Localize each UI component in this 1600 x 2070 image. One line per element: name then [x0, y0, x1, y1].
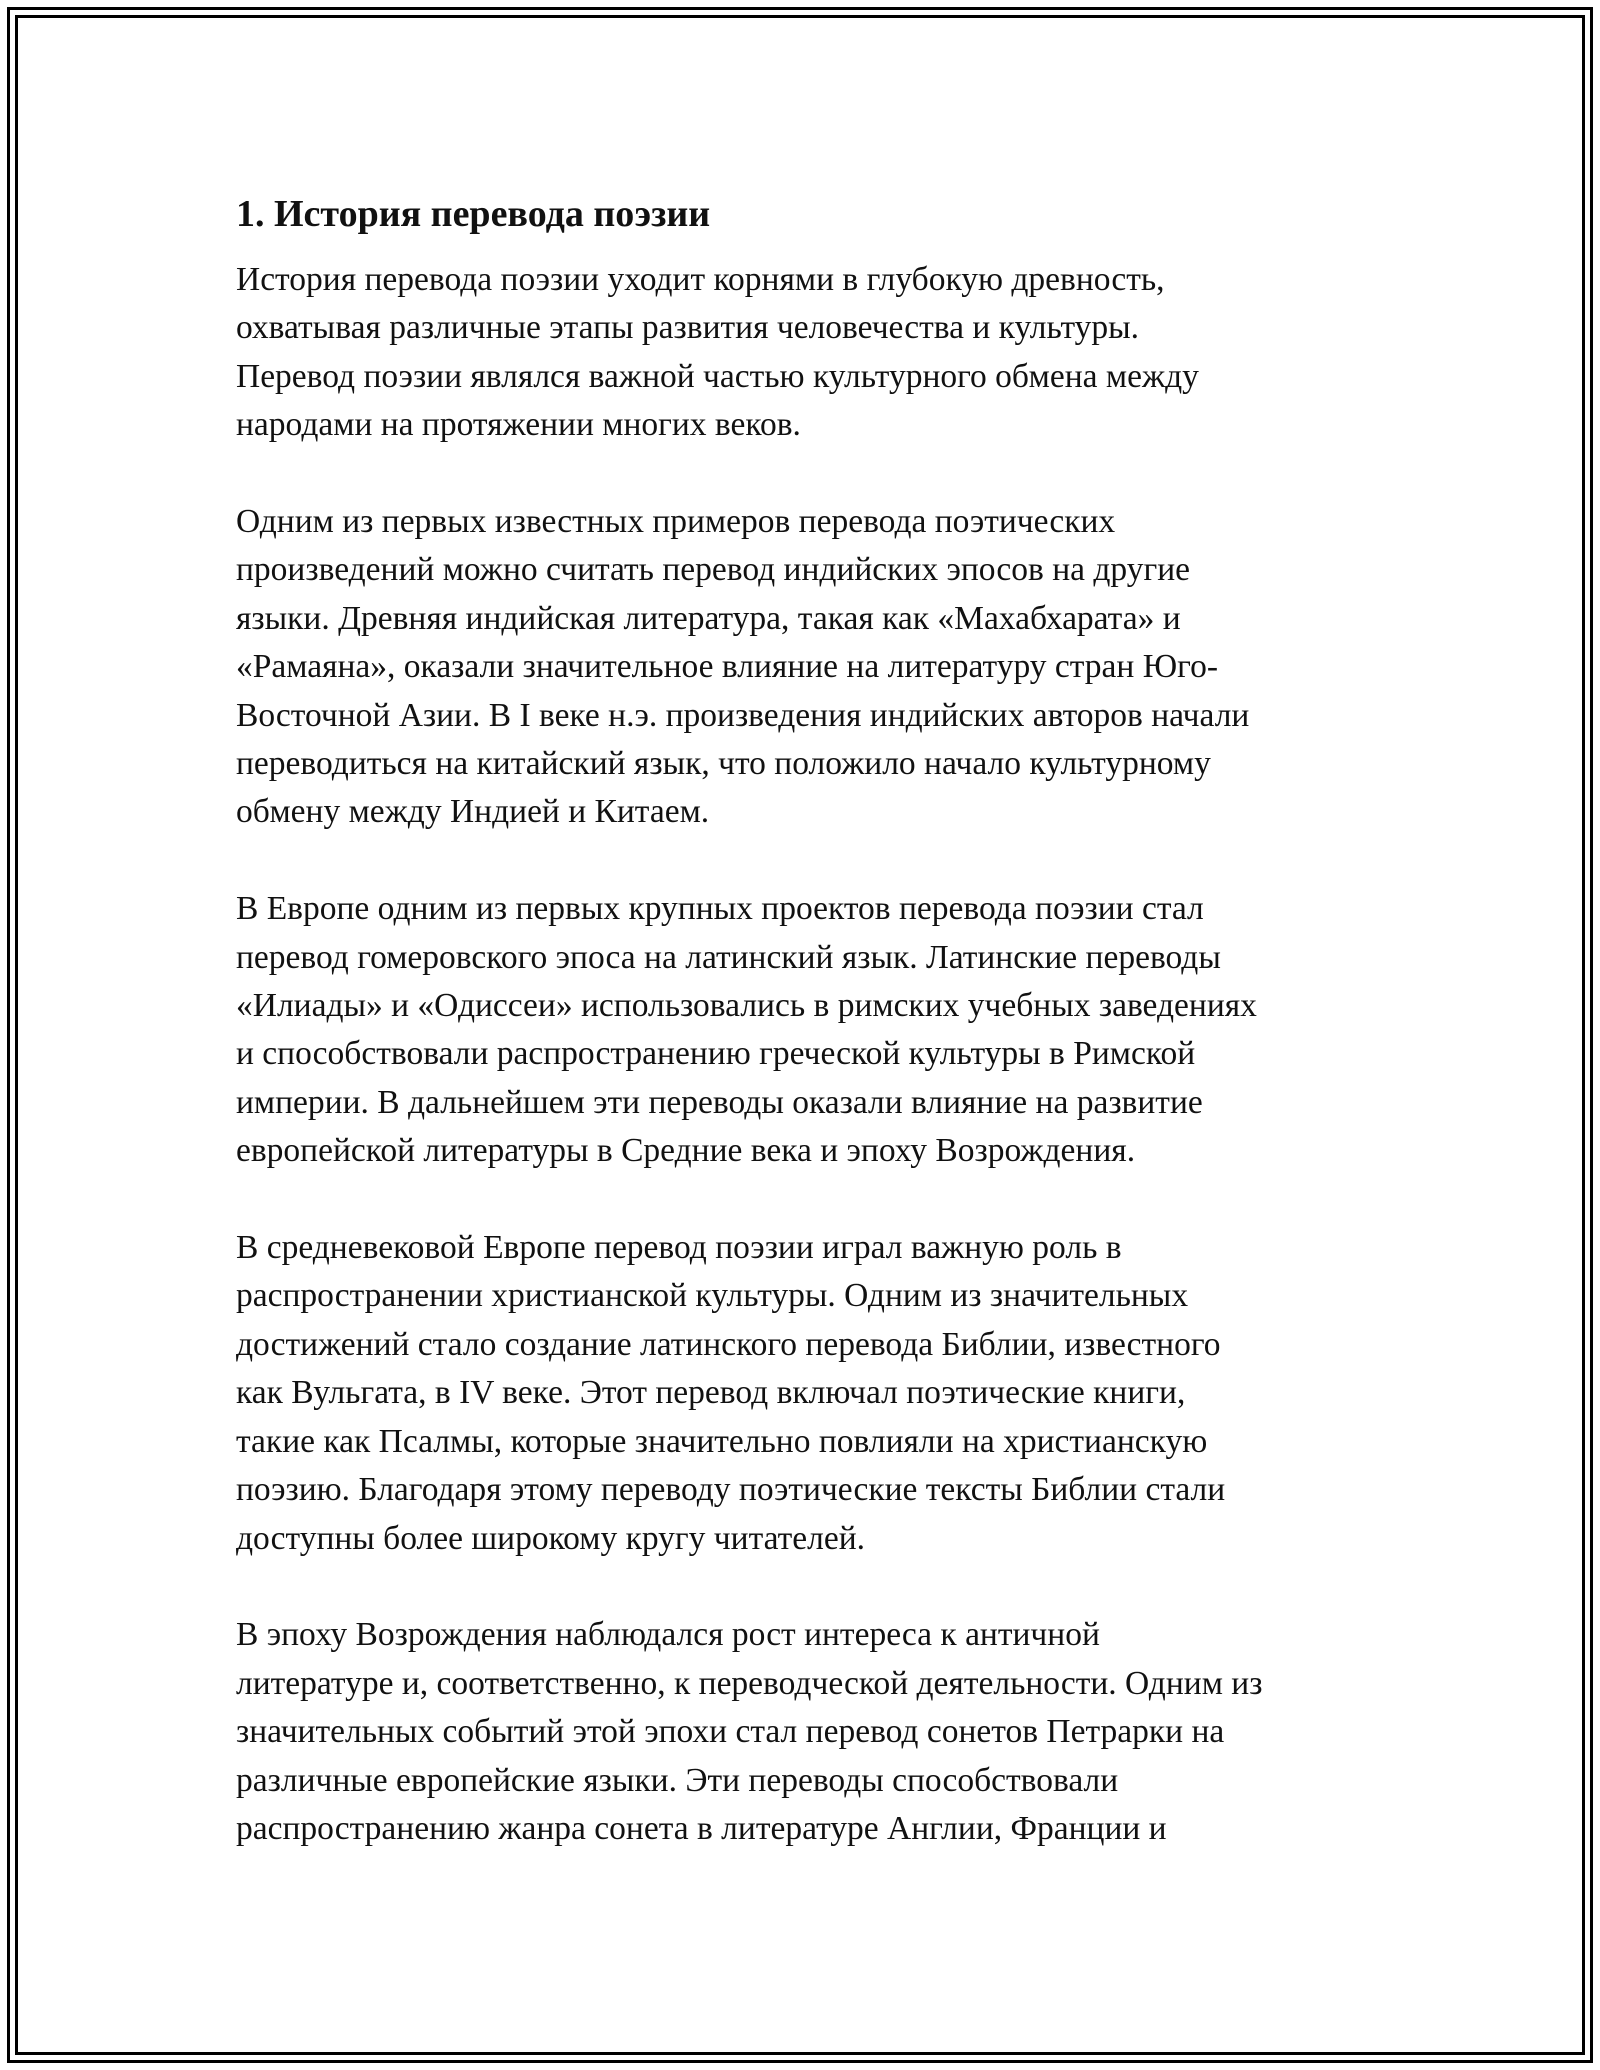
text-line: распространению жанра сонета в литературе Англии, Франции и	[236, 1809, 1167, 1847]
text-line: значительных событий этой эпохи стал перевод сонетов Петрарки на	[236, 1713, 1225, 1751]
text-line: такие как Псалмы, которые значительно повлияли на христианскую	[236, 1422, 1208, 1460]
text-line: и способствовали распространению греческой культуры в Римской	[236, 1035, 1196, 1073]
text-line: доступны более широкому кругу читателей.	[236, 1519, 866, 1557]
text-line: перевод гомеровского эпоса на латинский язык. Латинские переводы	[236, 938, 1221, 976]
text-line: как Вульгата, в IV веке. Этот перевод включал поэтические книги,	[236, 1374, 1186, 1412]
text-line: обмену между Индией и Китаем.	[236, 793, 710, 831]
text-line: охватывая различные этапы развития человечества и культуры.	[236, 309, 1140, 347]
text-line: «Илиады» и «Одиссеи» использовались в римских учебных заведениях	[236, 987, 1257, 1025]
section-heading: 1. История перевода поэзии	[236, 193, 711, 235]
paragraph-1	[236, 256, 1376, 450]
text-line: достижений стало создание латинского перевода Библии, известного	[236, 1325, 1221, 1363]
text-line: В Европе одним из первых крупных проектов перевода поэзии стал	[236, 890, 1204, 928]
text-line: Перевод поэзии являлся важной частью культурного обмена между	[236, 357, 1199, 395]
text-line: произведений можно считать перевод индийских эпосов на другие	[236, 551, 1191, 589]
text-line: языки. Древняя индийская литература, такая как «Махабхарата» и	[236, 599, 1181, 637]
text-line: Восточной Азии. В I веке н.э. произведения индийских авторов начали	[236, 696, 1250, 734]
paragraph-5	[236, 1611, 1376, 1853]
text-line: европейской литературы в Средние века и эпоху Возрождения.	[236, 1132, 1136, 1170]
text-line: История перевода поэзии уходит корнями в глубокую древность,	[236, 261, 1165, 298]
text-line: переводиться на китайский язык, что положило начало культурному	[236, 745, 1211, 783]
paragraph-2	[236, 498, 1376, 837]
text-line: народами на протяжении многих веков.	[236, 406, 801, 444]
paragraph-4	[236, 1224, 1376, 1563]
document-page	[236, 186, 1376, 1902]
text-line: Одним из первых известных примеров перевода поэтических	[236, 503, 1116, 541]
paragraph-3	[236, 885, 1376, 1175]
text-line: различные европейские языки. Эти переводы способствовали	[236, 1761, 1119, 1799]
text-line: литературе и, соответственно, к переводческой деятельности. Одним из	[236, 1664, 1263, 1702]
text-line: поэзию. Благодаря этому переводу поэтические тексты Библии стали	[236, 1471, 1226, 1509]
text-line: В средневековой Европе перевод поэзии играл важную роль в	[236, 1229, 1122, 1267]
text-line: «Рамаяна», оказали значительное влияние на литературу стран Юго-	[236, 648, 1218, 686]
text-line: В эпоху Возрождения наблюдался рост интереса к античной	[236, 1616, 1100, 1654]
text-line: распространении христианской культуры. Одним из значительных	[236, 1277, 1189, 1315]
text-line: империи. В дальнейшем эти переводы оказали влияние на развитие	[236, 1083, 1203, 1121]
